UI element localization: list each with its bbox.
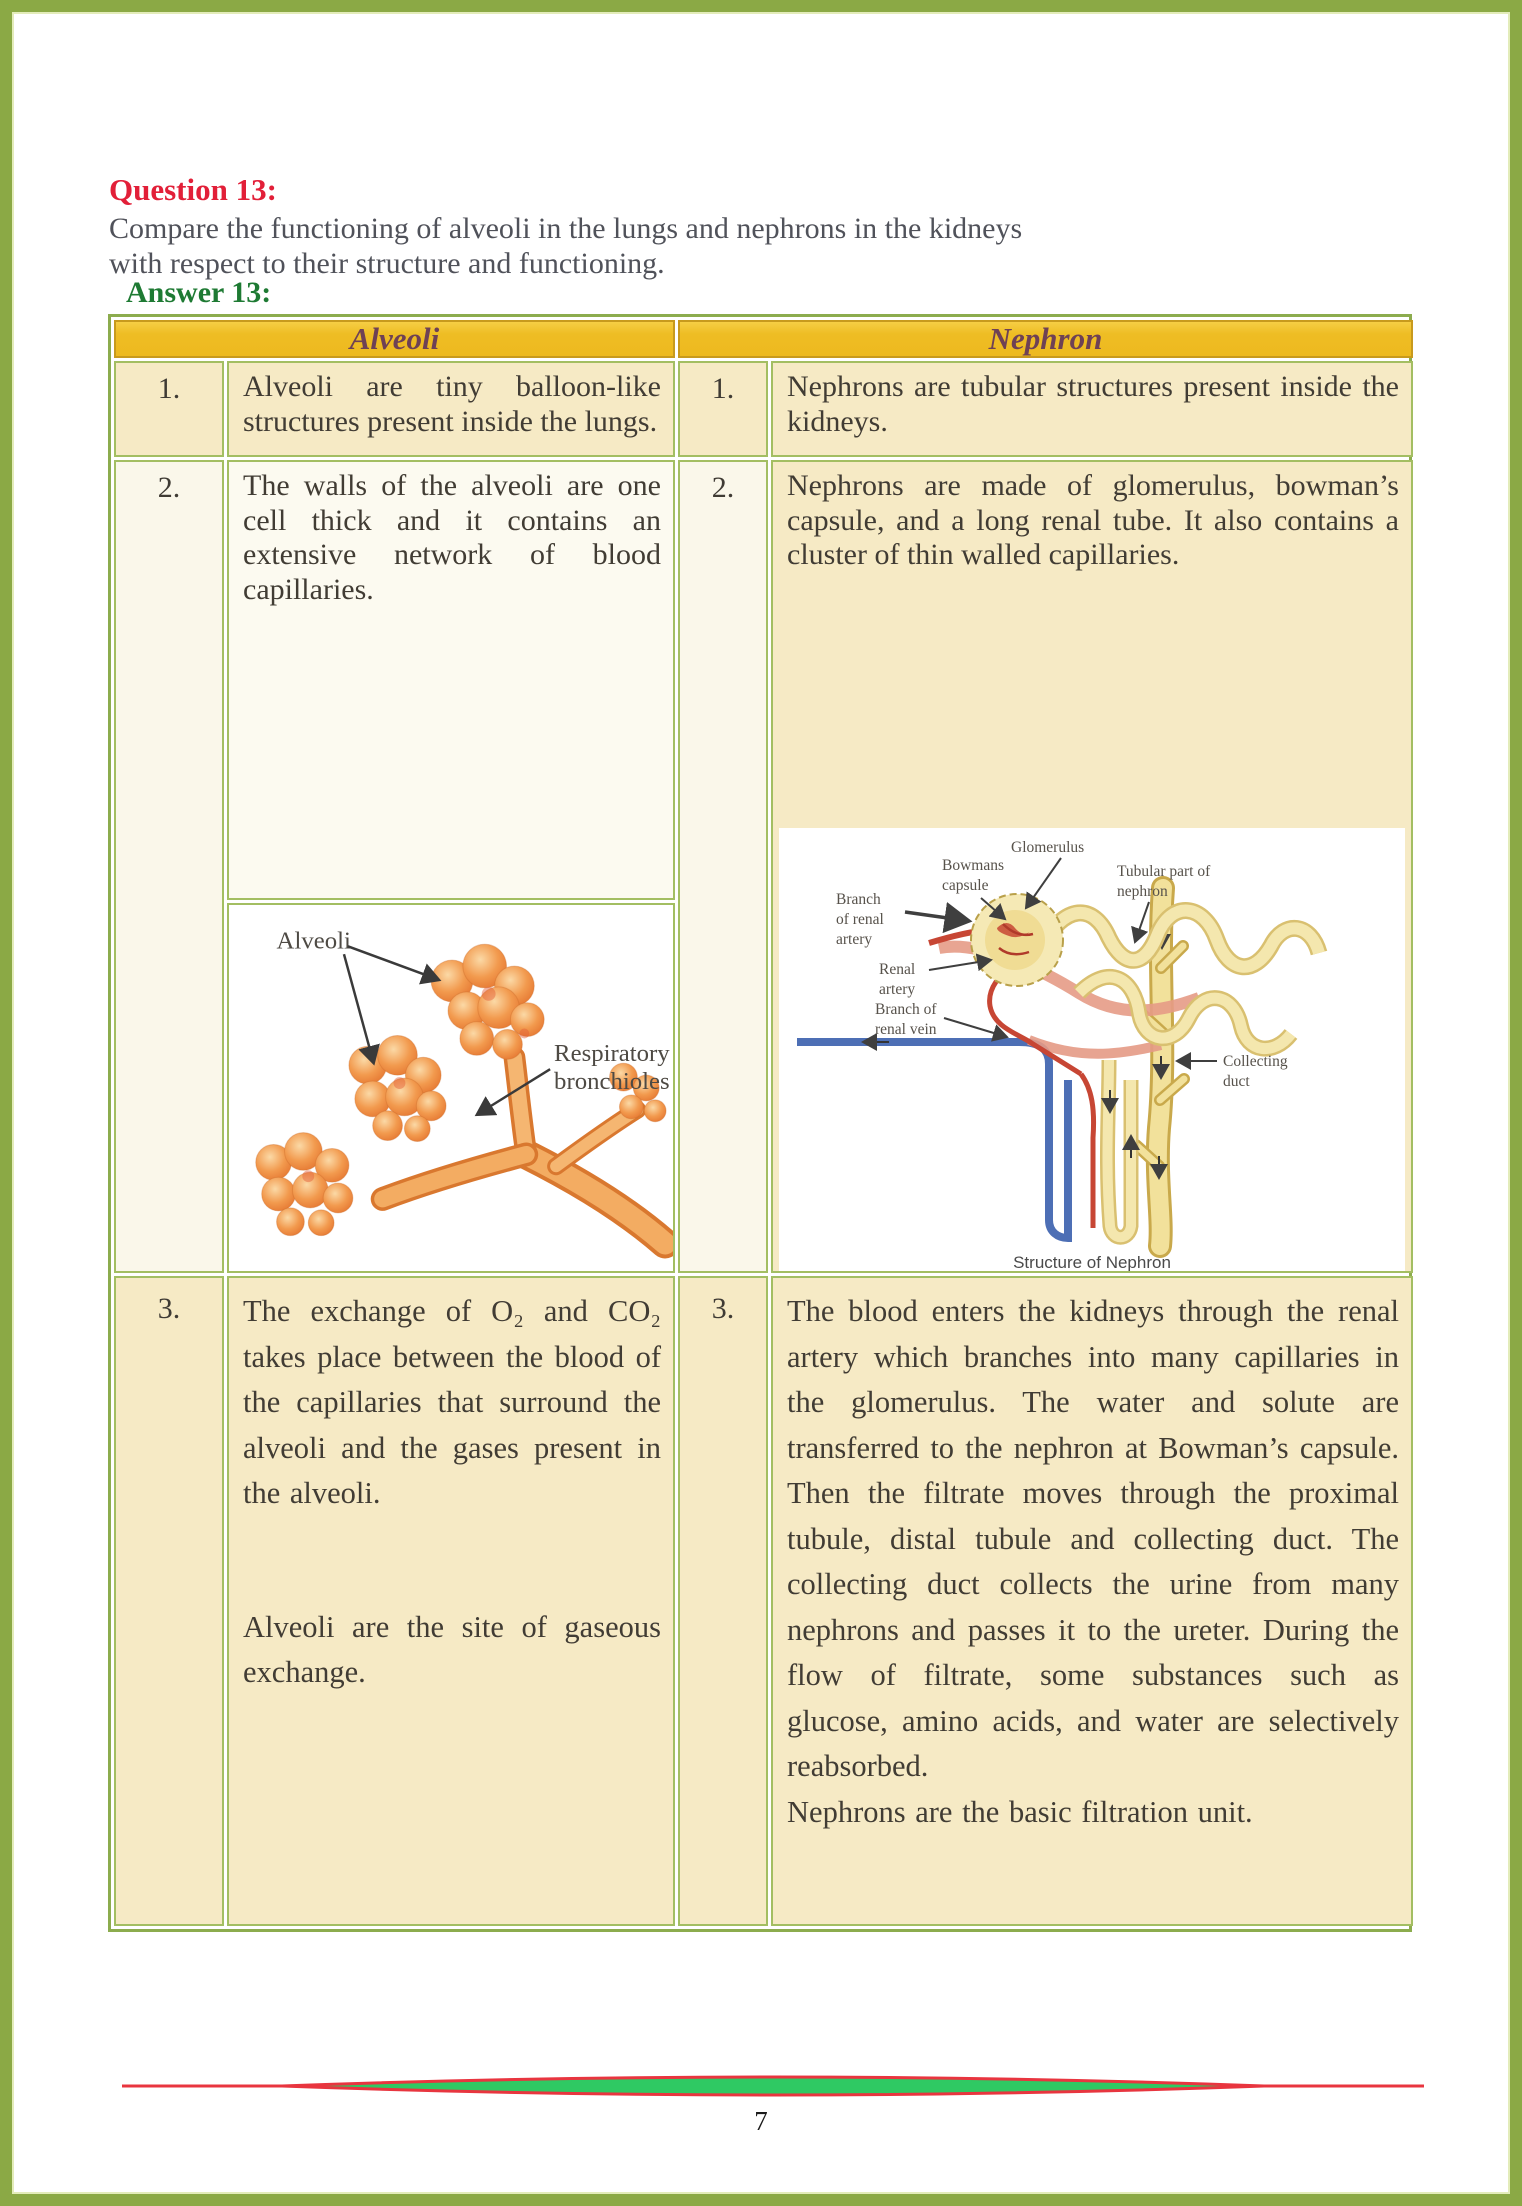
renal-artery-label-line1: Renal [879,961,916,978]
row3-nephron-cell [771,1276,1413,1926]
alveoli-label: Alveoli [276,927,351,955]
row3-alveoli-paragraph2: Alveoli are the site of gaseous exchange. [243,1609,661,1689]
alveoli-arrow-1 [348,946,439,980]
row3-alveoli-paragraph1: The exchange of O₂ and CO₂ takes place between the blood of the capillaries that surround the alveoli and the gases present in the alveoli. [243,1294,661,1510]
collecting-duct-label-line2: duct [1223,1073,1250,1090]
alveoli-diagram [229,905,673,1271]
renal-artery-label-line2: artery [879,981,916,998]
row1-number-left: 1. [114,361,224,457]
row2-alveoli-text: The walls of the alveoli are one cell thick and it contains an extensive network of blood capillaries. [227,460,675,900]
row2-nephron-text: Nephrons are made of glomerulus, bowman’s capsule, and a long renal tube. It also contains a cluster of thin walled capillaries. [787,469,1399,571]
branch-renal-artery-label-line3: artery [836,931,873,948]
bowmans-capsule-label-line1: Bowmans [942,857,1004,874]
row2-number-left: 2. [114,460,224,1273]
branch-renal-vein-label-line2: renal vein [875,1021,937,1038]
row3-alveoli-cell [227,1276,675,1926]
row3-number-left: 3. [114,1276,224,1926]
row1-nephron-text: Nephrons are tubular structures present inside the kidneys. [771,361,1413,457]
tubular-part-label-line2: nephron [1117,883,1168,900]
row3-nephron-paragraph1: The blood enters the kidneys through the renal artery which branches into many capillaries in the glomerulus. The water and solute are transferred to the nephron at Bowman’s capsule. Then the filtrate moves through the proximal tubule, distal tubule and collecting duct. The collecting duct collects the urine from many nephrons and passes it to the ureter. During the flow of filtrate, some substances such as glucose, amino acids, and water are selectively reabsorbed. [787,1294,1399,1783]
alveoli-diagram-cell [227,903,675,1273]
tubular-part-label-line1: Tubular part of [1117,863,1211,880]
question-heading: Question 13: [109,172,277,207]
branch-renal-artery-label-line1: Branch [836,891,881,908]
comparison-table [108,314,1412,1932]
nephron-diagram [779,828,1405,1273]
question-text: Compare the functioning of alveoli in the lungs and nephrons in the kidneys with respect to their structure and functioning. [109,212,1023,280]
respiratory-bronchioles-label-line1: Respiratory [554,1040,670,1068]
bowmans-capsule-label-line2: capsule [942,877,989,894]
row1-alveoli-text: Alveoli are tiny balloon-like structures present inside the lungs. [227,361,675,457]
branch-renal-artery-label-line2: of renal [836,911,884,928]
row1-number-right: 1. [678,361,768,457]
row2-nephron-cell [771,460,1413,1273]
row3-nephron-paragraph2: Nephrons are the basic filtration unit. [787,1794,1253,1829]
row2-number-right: 2. [678,460,768,1273]
table-header-alveoli: Alveoli [114,320,675,358]
table-header-nephron: Nephron [678,320,1413,358]
respiratory-bronchioles-label-line2: bronchioles [554,1067,670,1095]
alveoli-arrow-2 [344,954,374,1063]
page-number: 7 [754,2106,768,2136]
divider-green-lens [282,2076,1264,2096]
row3-number-right: 3. [678,1276,768,1926]
answer-heading: Answer 13: [126,276,272,309]
glomerulus-label: Glomerulus [1011,839,1085,856]
branch-renal-vein-label-line1: Branch of [875,1001,937,1018]
decorative-divider [122,2072,1424,2100]
nephron-caption: Structure of Nephron [1013,1253,1171,1272]
collecting-duct-label-line1: Collecting [1223,1053,1288,1070]
glomerulus-capsule [971,894,1063,986]
